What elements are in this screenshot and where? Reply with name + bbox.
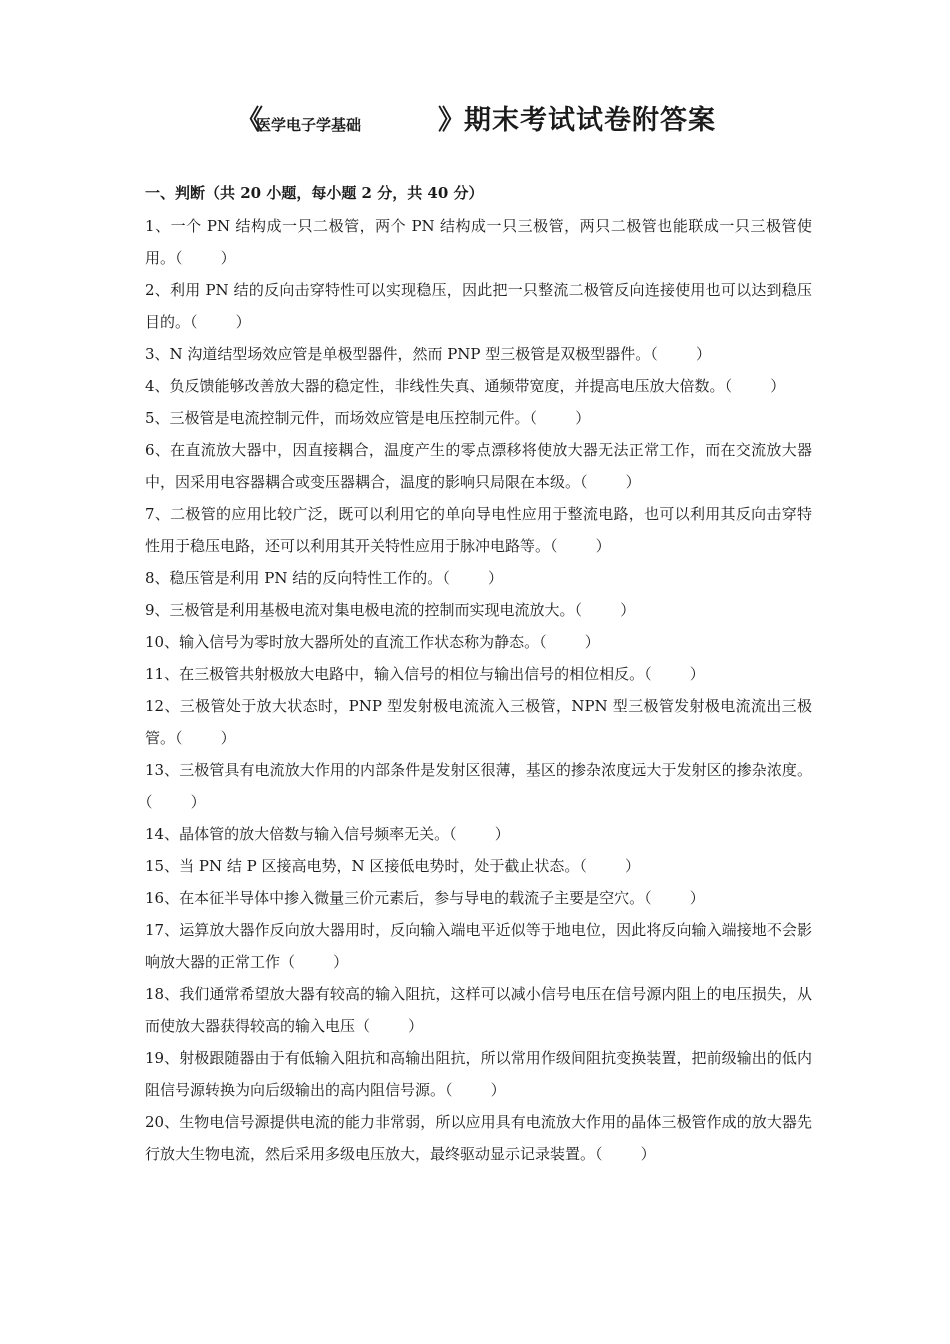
title-open-bracket: 《 <box>236 105 263 136</box>
question-item <box>145 370 812 402</box>
question-item <box>145 1106 812 1170</box>
question-text: 16、在本征半导体中掺入微量三价元素后，参与导电的载流子主要是空穴。 <box>145 889 645 907</box>
answer-blank[interactable]: （ ） <box>145 793 206 811</box>
question-text: 20、生物电信号源提供电流的能力非常弱，所以应用具有电流放大作用的晶体三极管作成的放大器先行放大生物电流，然后采用多级电压放大，最终驱动显示记录装置。 <box>145 1113 812 1163</box>
question-text: 19、射极跟随器由于有低输入阻抗和高输出阻抗，所以常用作级间阻抗变换装置，把前级输出的低内阻信号源转换为向后级输出的高内阻信号源。 <box>145 1049 812 1099</box>
question-item <box>145 434 812 498</box>
answer-blank[interactable]: （ ） <box>445 1081 506 1099</box>
section-heading: 一、判断（共 20 小题，每小题 2 分，共 40 分） <box>145 184 484 202</box>
answer-blank[interactable]: （ ） <box>595 1145 656 1163</box>
question-text: 4、负反馈能够改善放大器的稳定性，非线性失真、通频带宽度，并提高电压放大倍数。 <box>145 377 725 395</box>
question-item <box>145 882 812 914</box>
answer-blank[interactable]: （ ） <box>650 345 711 363</box>
answer-blank[interactable]: （ ） <box>574 601 636 619</box>
question-text: 10、输入信号为零时放大器所处的直流工作状态称为静态。 <box>145 633 540 651</box>
answer-blank[interactable]: （ ） <box>280 953 349 971</box>
question-item <box>145 690 812 754</box>
question-text: 15、当 PN 结 P 区接高电势，N 区接低电势时，处于截止状态。 <box>145 857 580 875</box>
title-text: 期末考试试卷附答案 <box>464 105 716 136</box>
question-text: 8、稳压管是利用 PN 结的反向特性工作的。 <box>145 569 443 587</box>
question-item <box>145 402 812 434</box>
question-item <box>145 626 812 658</box>
question-text: 5、三极管是电流控制元件，而场效应管是电压控制元件。 <box>145 409 530 427</box>
answer-blank[interactable]: （ ） <box>529 409 591 427</box>
question-item <box>145 338 812 370</box>
question-item <box>145 658 812 690</box>
question-text: 12、三极管处于放大状态时，PNP 型发射极电流流入三极管，NPN 型三极管发射极电流流出三极管。 <box>145 697 812 747</box>
question-item <box>145 850 812 882</box>
question-item <box>145 498 812 562</box>
answer-blank[interactable]: （ ） <box>724 377 786 395</box>
question-text: 3、N 沟道结型场效应管是单极型器件，然而 PNP 型三极管是双极型器件。 <box>145 345 651 363</box>
question-item <box>145 562 812 594</box>
question-text: 7、二极管的应用比较广泛，既可以利用它的单向导电性应用于整流电路，也可以利用其反向击穿特性用于稳压电路，还可以利用其开关特性应用于脉冲电路等。 <box>145 505 812 555</box>
answer-blank[interactable]: （ ） <box>442 569 503 587</box>
answer-blank[interactable]: （ ） <box>579 857 641 875</box>
question-text: 18、我们通常希望放大器有较高的输入阻抗，这样可以减小信号电压在信号源内阻上的电压损失，从而使放大器获得较高的输入电压 <box>145 985 812 1035</box>
question-text: 14、晶体管的放大倍数与输入信号频率无关。 <box>145 825 450 843</box>
answer-blank[interactable]: （ ） <box>175 729 236 747</box>
question-text: 2、利用 PN 结的反向击穿特性可以实现稳压，因此把一只整流二极管反向连接使用也可以达到稳压目的。 <box>145 281 812 331</box>
question-item <box>145 210 812 274</box>
question-text: 1、一个 PN 结构成一只二极管，两个 PN 结构成一只三极管，两只二极管也能联成一只三极管使用。 <box>145 217 812 267</box>
question-list <box>145 210 812 1170</box>
question-text: 9、三极管是利用基极电流对集电极电流的控制而实现电流放大。 <box>145 601 575 619</box>
question-item <box>145 1042 812 1106</box>
answer-blank[interactable]: （ ） <box>175 249 236 267</box>
answer-blank[interactable]: （ ） <box>580 473 641 491</box>
question-item <box>145 754 812 818</box>
title-close-bracket: 》 <box>438 105 465 136</box>
question-text: 11、在三极管共射极放大电路中，输入信号的相位与输出信号的相位相反。 <box>145 665 645 683</box>
answer-blank[interactable]: （ ） <box>449 825 510 843</box>
answer-blank[interactable]: （ ） <box>644 665 705 683</box>
answer-blank[interactable]: （ ） <box>355 1017 424 1035</box>
question-item <box>145 914 812 978</box>
question-item <box>145 274 812 338</box>
answer-blank[interactable]: （ ） <box>550 537 611 555</box>
exam-title <box>0 98 950 138</box>
answer-blank[interactable]: （ ） <box>539 633 600 651</box>
question-text: 17、运算放大器作反向放大器用时，反向输入端电平近似等于地电位，因此将反向输入端接地不会影响放大器的正常工作 <box>145 921 812 971</box>
course-name: 医学电子学基础 <box>256 116 362 134</box>
question-item <box>145 978 812 1042</box>
answer-blank[interactable]: （ ） <box>190 313 251 331</box>
question-text: 13、三极管具有电流放大作用的内部条件是发射区很薄，基区的掺杂浓度远大于发射区的掺杂浓度。 <box>145 761 812 779</box>
question-item <box>145 594 812 626</box>
answer-blank[interactable]: （ ） <box>644 889 705 907</box>
question-item <box>145 818 812 850</box>
question-text: 6、在直流放大器中，因直接耦合，温度产生的零点漂移将使放大器无法正常工作，而在交流放大器中，因采用电容器耦合或变压器耦合，温度的影响只局限在本级。 <box>145 441 812 491</box>
